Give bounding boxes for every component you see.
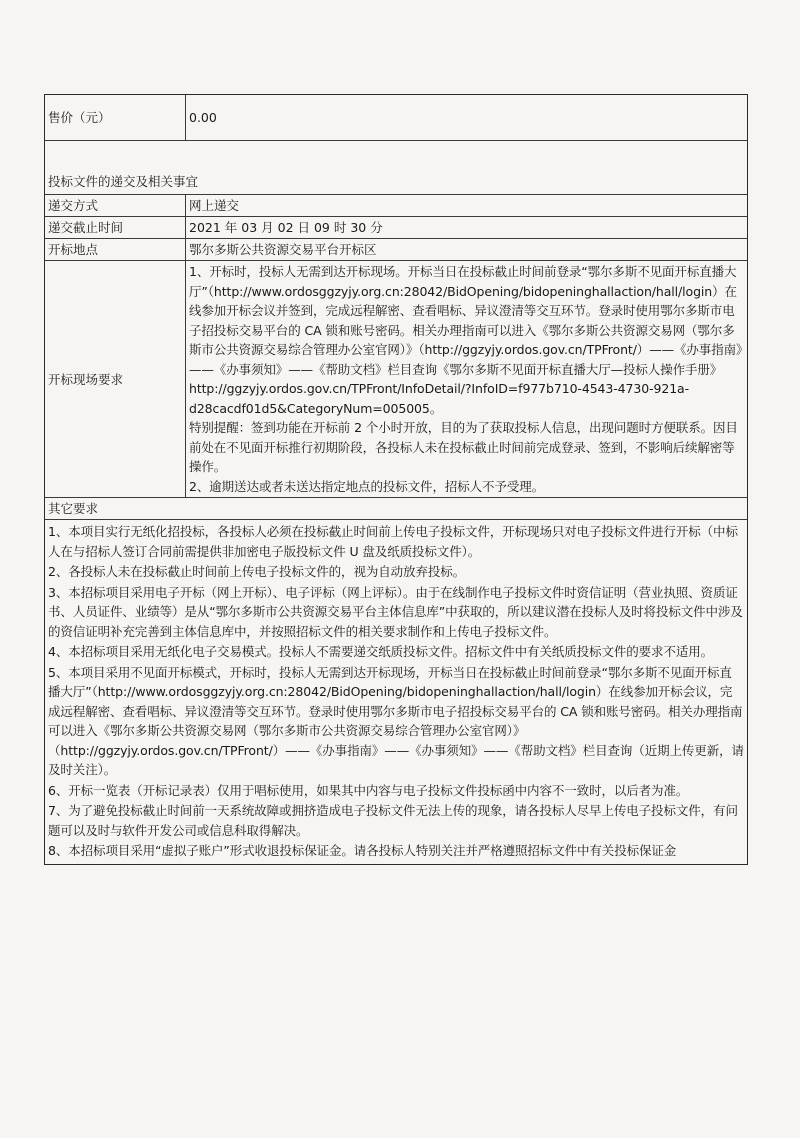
onsite-requirements-label: 开标现场要求	[45, 261, 186, 497]
other-item-3: 3、本招标项目采用电子开标（网上开标）、电子评标（网上评标）。由于在线制作电子投标文件时资信证明（营业执照、资质证书、人员证件、业绩等）是从“鄂尔多斯市公共资源交易平台主体信息库”中获取的，所以建议潜在投标人及时将投标文件中涉及的资信证明补充完善到主体信息库中，并按照招标文件的相关要求制作和上传电子投标文件。	[48, 584, 743, 639]
other-item-6: 6、开标一览表（开标记录表）仅用于唱标使用，如果其中内容与电子投标文件投标函中内容不一致时，以后者为准。	[48, 782, 689, 798]
onsite-paragraph-special-notice: 特别提醒：签到功能在开标前 2 个小时开放，目的为了获取投标人信息，出现问题时方便联系。因目前处在不见面开标推行初期阶段，各投标人未在投标截止时间前完成登录、签到，不影响后续解密等操作。	[189, 420, 738, 474]
other-requirements-row	[45, 520, 747, 864]
onsite-paragraph-1: 1、开标时，投标人无需到达开标现场。开标当日在投标截止时间前登录“鄂尔多斯不见面开标直播大厅”（http://www.ordosggzyjy.org.cn:28042/BidOpening/bidopeninghallaction/hall/login）在线参加开标会议并签到，完成远程解密、查看唱标、异议澄清等交互环节。登录时使用鄂尔多斯市电子招投标交易平台的 CA 锁和账号密码。相关办理指南可以进入《鄂尔多斯公共资源交易网（鄂尔多斯市公共资源交易综合管理办公室官网）》（http://ggzyjy.ordos.gov.cn/TPFront/）——《办事指南》——《办事须知》——《帮助文档》栏目查询《鄂尔多斯不见面开标直播大厅—投标人操作手册》http://ggzyjy.ordos.gov.cn/TPFront/InfoDetail/?InfoID=f977b710-4543-4730-921a-d28cacdf01d5&CategoryNum=005005。	[189, 264, 743, 416]
other-item-5: 5、本项目采用不见面开标模式，开标时，投标人无需到达开标现场，开标当日在投标截止时间前登录“鄂尔多斯不见面开标直播大厅”（http://www.ordosggzyjy.org.cn:28042/BidOpening/bidopeninghallaction/hall/login）在线参加开标会议，完成远程解密、查看唱标、异议澄清等交互环节。登录时使用鄂尔多斯市电子招投标交易平台的 CA 锁和账号密码。相关办理指南可以进入《鄂尔多斯公共资源交易网（鄂尔多斯市公共资源交易综合管理办公室官网）》（http://ggzyjy.ordos.gov.cn/TPFront/）——《办事指南》——《办事须知》——《帮助文档》栏目查询（近期上传更新，请及时关注）。	[48, 664, 744, 777]
bid-info-table	[44, 94, 748, 865]
deadline-label: 递交截止时间	[45, 217, 186, 238]
submit-method-label: 递交方式	[45, 195, 186, 216]
section-title: 投标文件的递交及相关事宜	[48, 174, 199, 189]
onsite-requirements-content	[186, 261, 747, 497]
location-value: 鄂尔多斯公共资源交易平台开标区	[189, 242, 377, 257]
deadline-row	[45, 217, 747, 239]
other-item-2: 2、各投标人未在投标截止时间前上传电子投标文件的，视为自动放弃投标。	[48, 564, 466, 579]
price-label: 售价（元）	[45, 95, 186, 140]
submit-method-row	[45, 195, 747, 217]
onsite-paragraph-2: 2、逾期送达或者未送达指定地点的投标文件，招标人不予受理。	[189, 478, 545, 494]
location-row	[45, 239, 747, 261]
section-title-row	[45, 141, 747, 195]
deadline-value: 2021 年 03 月 02 日 09 时 30 分	[189, 220, 383, 235]
price-value: 0.00	[189, 110, 217, 125]
location-label: 开标地点	[45, 239, 186, 260]
other-requirements-title-row	[45, 498, 747, 520]
other-requirements-content	[45, 520, 747, 864]
submit-method-value: 网上递交	[189, 198, 240, 213]
price-row	[45, 95, 747, 141]
other-item-4: 4、本招标项目采用无纸化电子交易模式。投标人不需要递交纸质投标文件。招标文件中有关纸质投标文件的要求不适用。	[48, 644, 714, 659]
other-requirements-title: 其它要求	[48, 501, 99, 516]
onsite-requirements-row	[45, 261, 747, 498]
other-item-7: 7、为了避免投标截止时间前一天系统故障或拥挤造成电子投标文件无法上传的现象，请各投标人尽早上传电子投标文件，有问题可以及时与软件开发公司或信息科取得解决。	[48, 803, 738, 838]
other-item-1: 1、本项目实行无纸化招投标，各投标人必须在投标截止时间前上传电子投标文件，开标现场只对电子投标文件进行开标（中标人在与招标人签订合同前需提供非加密电子版投标文件 U 盘及纸质投标文件）。	[48, 524, 738, 559]
other-item-8: 8、本招标项目采用“虚拟子账户”形式收退投标保证金。请各投标人特别关注并严格遵照招标文件中有关投标保证金	[48, 843, 677, 858]
